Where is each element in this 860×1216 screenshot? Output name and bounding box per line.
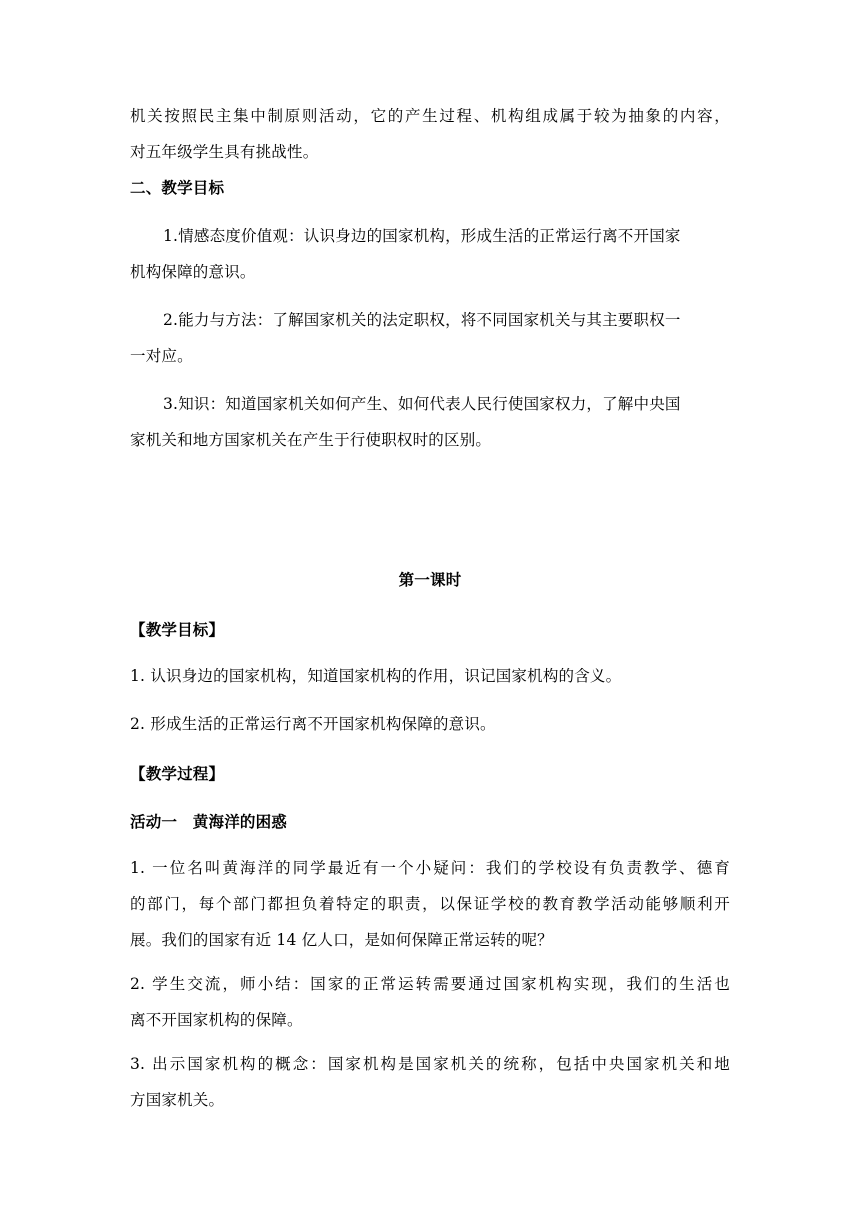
lesson-title: 第一课时 [398, 571, 462, 589]
objective-1: 1. 认识身边的国家机构，知道国家机构的作用，识记国家机构的含义。 [130, 667, 622, 685]
step-3-line-1: 3. 出示国家机构的概念：国家机构是国家机关的统称，包括中央国家机关和地 [130, 1055, 730, 1073]
objectives-heading: 【教学目标】 [130, 621, 225, 639]
goal-3-line-2: 家机关和地方国家机关在产生于行使职权时的区别。 [130, 431, 492, 449]
step-1-line-2: 的部门，每个部门都担负着特定的职责，以保证学校的教育教学活动能够顺利开 [130, 895, 730, 913]
intro-line-1: 机关按照民主集中制原则活动，它的产生过程、机构组成属于较为抽象的内容， [130, 107, 730, 125]
goal-2-line-2: 一对应。 [130, 347, 193, 365]
step-1-line-1: 1. 一位名叫黄海洋的同学最近有一个小疑问：我们的学校设有负责教学、德育 [130, 859, 730, 877]
activity-1-heading: 活动一 黄海洋的困惑 [130, 813, 288, 831]
goal-2-line-1: 2.能力与方法：了解国家机关的法定职权，将不同国家机关与其主要职权一 [163, 311, 681, 329]
goal-3-line-1: 3.知识：知道国家机关如何产生、如何代表人民行使国家权力，了解中央国 [163, 395, 681, 413]
goal-1-line-1: 1.情感态度价值观：认识身边的国家机构，形成生活的正常运行离不开国家 [163, 227, 681, 245]
intro-line-2: 对五年级学生具有挑战性。 [130, 143, 319, 161]
section-heading-goals: 二、教学目标 [130, 179, 225, 197]
step-3-line-2: 方国家机关。 [130, 1091, 225, 1109]
step-1-line-3: 展。我们的国家有近 14 亿人口，是如何保障正常运转的呢？ [130, 931, 553, 949]
goal-1-line-2: 机构保障的意识。 [130, 263, 256, 281]
process-heading: 【教学过程】 [130, 765, 225, 783]
objective-2: 2. 形成生活的正常运行离不开国家机构保障的意识。 [130, 715, 496, 733]
step-2-line-1: 2. 学生交流，师小结：国家的正常运转需要通过国家机构实现，我们的生活也 [130, 975, 730, 993]
step-2-line-2: 离不开国家机构的保障。 [130, 1011, 303, 1029]
